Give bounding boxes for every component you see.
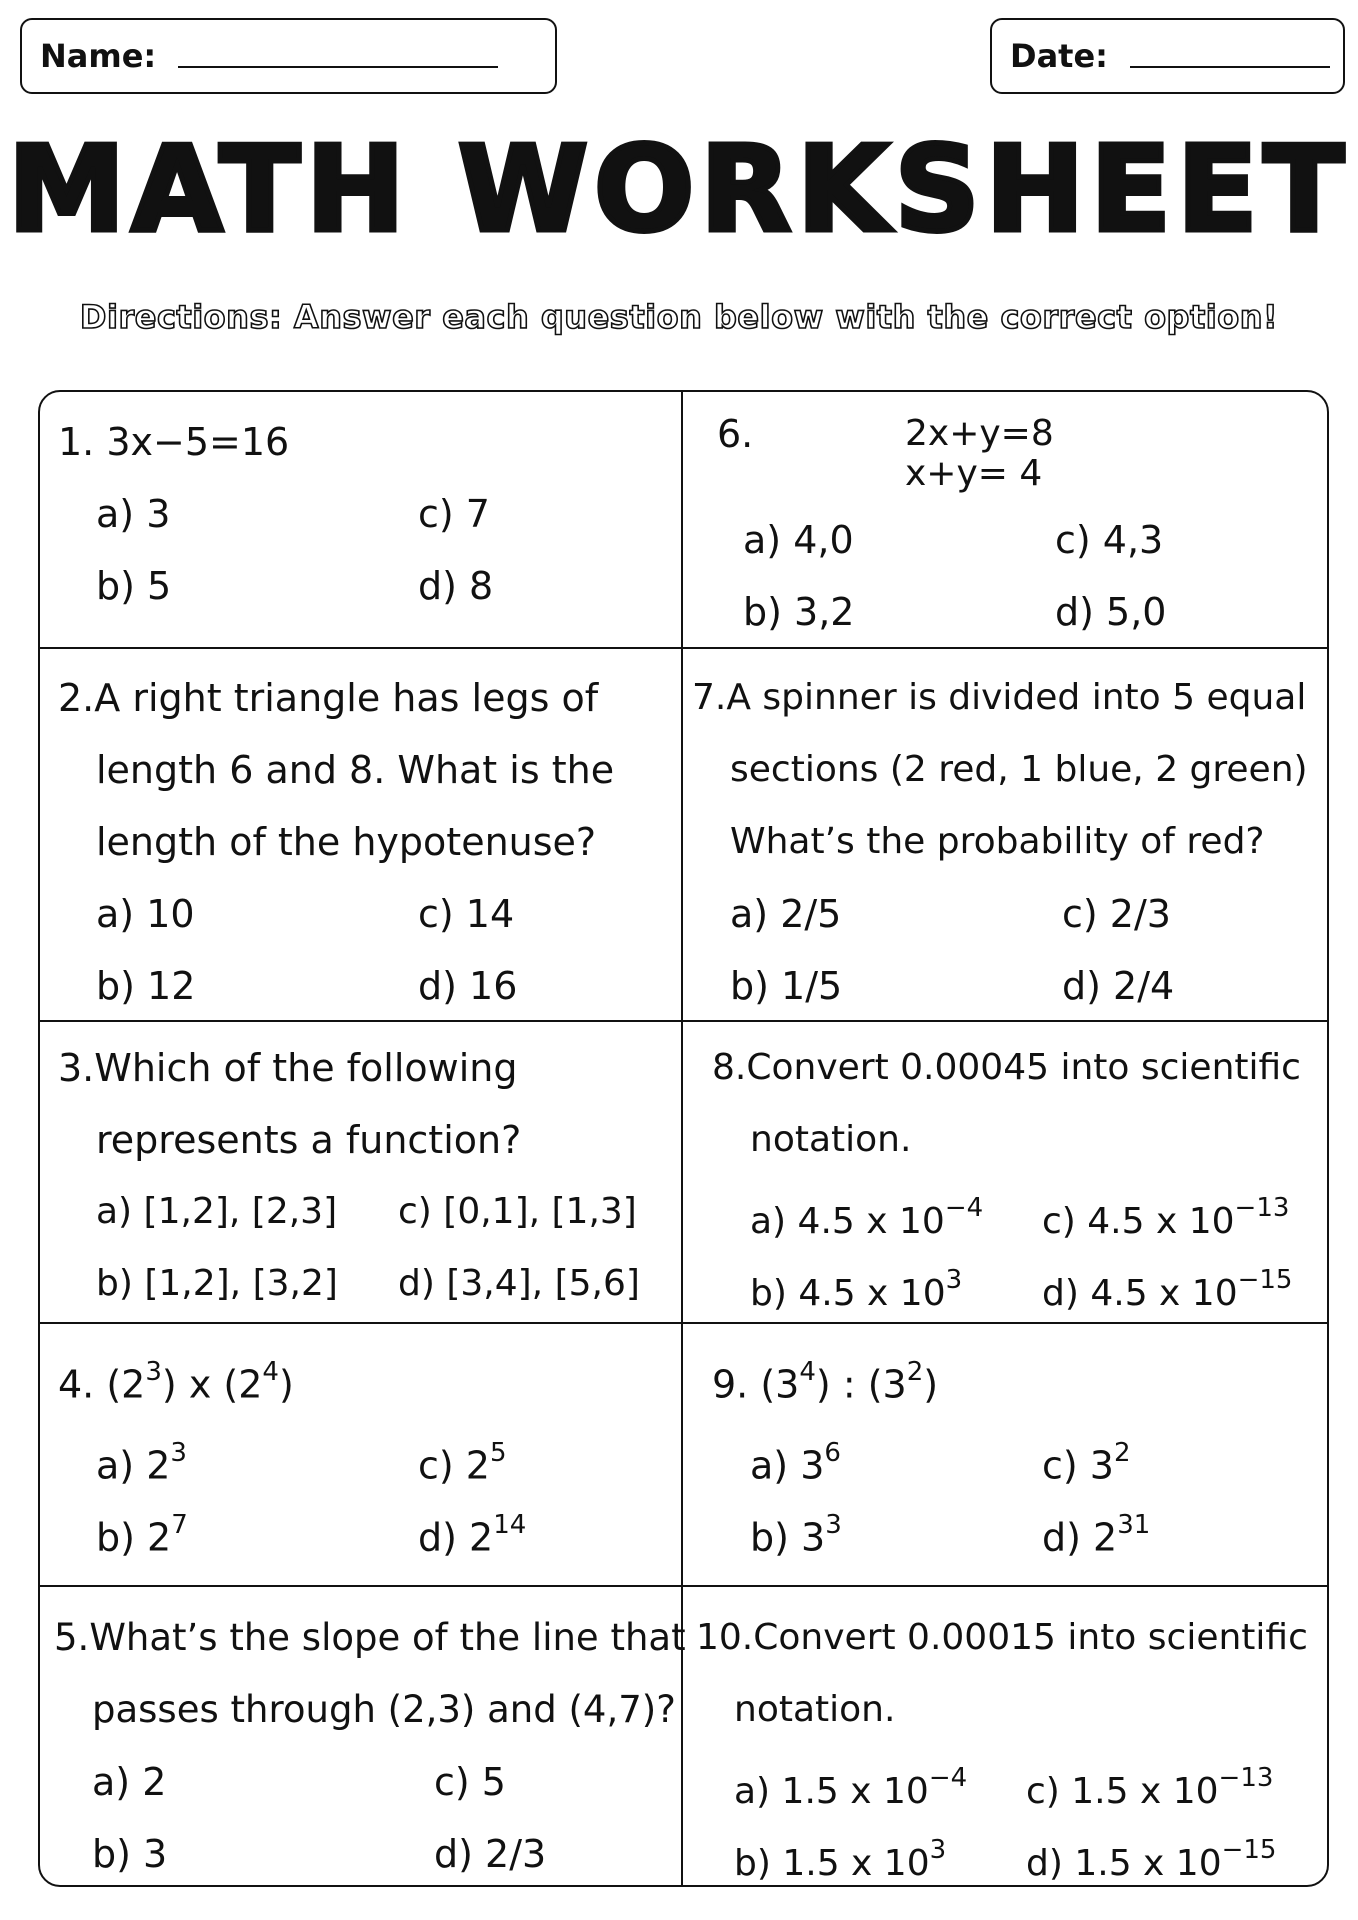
question-line: notation. [734,1689,896,1730]
exponent: 3 [170,1437,187,1468]
exponent: −4 [928,1763,968,1793]
name-field-box[interactable] [20,18,557,94]
option-d[interactable]: d) $2^{14}$ [418,1509,527,1560]
expr-part: ) x (2 [161,1362,263,1407]
directions-text: Directions: Answer each question below with the correct option! [79,298,1279,336]
option-c[interactable]: c) 1.5 x $10^{-13}$ [1026,1763,1274,1812]
option-a[interactable]: a) $2^3$ [96,1437,187,1488]
option-d[interactable]: d) 2/3 [434,1832,547,1876]
name-label: Name: [40,37,157,75]
question-line: Which of the following [94,1046,518,1090]
question-number: 7. [692,677,727,718]
option-a[interactable]: a) 4.5 x $10^{-4}$ [750,1193,984,1242]
option-b[interactable]: b) $3^3$ [750,1509,842,1560]
question-line: A right triangle has legs of [94,676,599,720]
option-d[interactable]: d) 4.5 x $10^{-15}$ [1042,1265,1293,1314]
option-b[interactable]: b) 4.5 x $10^3$ [750,1265,963,1314]
question-number: 1. [58,420,95,464]
exponent: 3 [145,1357,162,1387]
option-c[interactable]: c) $3^2$ [1042,1437,1131,1488]
question-line: What’s the probability of red? [730,821,1265,862]
option-b[interactable]: b) 1/5 [730,964,843,1008]
option-a[interactable]: a) 10 [96,892,195,936]
exponent: 7 [171,1509,188,1540]
exponent: 3 [945,1265,963,1295]
question-number: 5. [54,1616,90,1659]
exponent: −13 [1218,1763,1274,1793]
option-d[interactable]: d) 5,0 [1055,590,1167,634]
question-number: 8. [712,1047,747,1088]
option-d[interactable]: d) 1.5 x $10^{-15}$ [1026,1835,1277,1884]
equation-line: 2x+y=8 [905,413,1054,454]
question-line: What’s the slope of the line that [89,1616,686,1659]
option-a[interactable]: a) 2 [92,1760,167,1804]
question-line: passes through (2,3) and (4,7)? [92,1688,676,1731]
option-c[interactable]: c) 5 [434,1760,506,1804]
exponent: 3 [825,1509,842,1540]
question-number: 2. [58,676,95,720]
exponent: 3 [929,1835,947,1865]
option-d[interactable]: d) 8 [418,564,494,608]
exponent: −13 [1234,1193,1290,1223]
exponent: −15 [1237,1265,1293,1295]
column-divider [681,392,683,1885]
question-line: Convert 0.00015 into scientific [753,1617,1308,1658]
exponent: 6 [824,1437,841,1468]
option-c[interactable]: c) 7 [418,492,490,536]
option-c[interactable]: c) 4,3 [1055,518,1164,562]
expr-part: ) [923,1362,939,1407]
expr-part: (2 [106,1362,146,1407]
date-input-line[interactable] [1130,66,1330,68]
option-b[interactable]: b) 5 [96,564,172,608]
exponent: −4 [944,1193,984,1223]
date-label: Date: [1010,37,1108,75]
option-a[interactable]: a) [1,2], [2,3] [96,1191,338,1232]
option-b[interactable]: b) 1.5 x $10^3$ [734,1835,947,1884]
question-2 [58,662,668,1022]
exponent: 4 [799,1357,816,1387]
question-4 [58,1340,668,1565]
option-d[interactable]: d) [3,4], [5,6] [398,1263,640,1304]
equation-line: x+y= 4 [905,453,1043,494]
option-c[interactable]: c) [0,1], [1,3] [398,1191,637,1232]
question-number: 9. [712,1362,749,1407]
question-1 [58,406,668,622]
question-10 [696,1602,1322,1887]
expr-part: ) : (3 [815,1362,907,1407]
question-7 [692,662,1322,1022]
option-b[interactable]: b) [1,2], [3,2] [96,1263,338,1304]
page-title: MATH WORKSHEET [7,120,1351,258]
option-c[interactable]: c) 4.5 x $10^{-13}$ [1042,1193,1290,1242]
exponent: 2 [906,1357,924,1387]
exponent: 4 [262,1357,279,1387]
question-9 [712,1340,1322,1565]
question-line: sections (2 red, 1 blue, 2 green) [730,749,1308,790]
exponent: 5 [489,1437,507,1468]
option-a[interactable]: a) $3^6$ [750,1437,841,1488]
option-a[interactable]: a) 1.5 x $10^{-4}$ [734,1763,968,1812]
question-line: A spinner is divided into 5 equal [726,677,1307,718]
question-text: 3x−5=16 [106,420,290,464]
exponent: 31 [1117,1509,1151,1540]
exponent: 14 [493,1509,527,1540]
name-input-line[interactable] [178,66,498,68]
expr-part: ) [278,1362,294,1407]
question-line: notation. [750,1119,912,1160]
option-d[interactable]: d) 16 [418,964,518,1008]
question-8 [712,1032,1322,1320]
option-d[interactable]: d) $2^{31}$ [1042,1509,1151,1560]
questions-grid [38,390,1329,1887]
question-6 [695,404,1315,648]
option-a[interactable]: a) 3 [96,492,171,536]
option-a[interactable]: a) 4,0 [743,518,854,562]
row-divider [40,1585,1327,1587]
option-b[interactable]: b) $2^7$ [96,1509,188,1560]
option-b[interactable]: b) 3 [92,1832,168,1876]
exponent: 2 [1113,1437,1131,1468]
option-c[interactable]: c) 2/3 [1062,892,1171,936]
question-number: 10. [696,1617,754,1658]
question-5 [54,1602,686,1887]
question-line: length 6 and 8. What is the [96,748,615,792]
question-line: Convert 0.00045 into scientific [746,1047,1301,1088]
option-c[interactable]: c) $2^5$ [418,1437,507,1488]
option-d[interactable]: d) 2/4 [1062,964,1175,1008]
date-field-box[interactable] [990,18,1345,94]
question-number: 3. [58,1046,95,1090]
question-number: 6. [717,412,754,456]
option-a[interactable]: a) 2/5 [730,892,842,936]
option-c[interactable]: c) 14 [418,892,515,936]
exponent: −15 [1221,1835,1277,1865]
question-3 [58,1032,668,1320]
question-line: length of the hypotenuse? [96,820,597,864]
option-b[interactable]: b) 3,2 [743,590,855,634]
question-number: 4. [58,1362,95,1407]
option-b[interactable]: b) 12 [96,964,196,1008]
question-line: represents a function? [96,1118,522,1162]
expr-part: (3 [760,1362,800,1407]
